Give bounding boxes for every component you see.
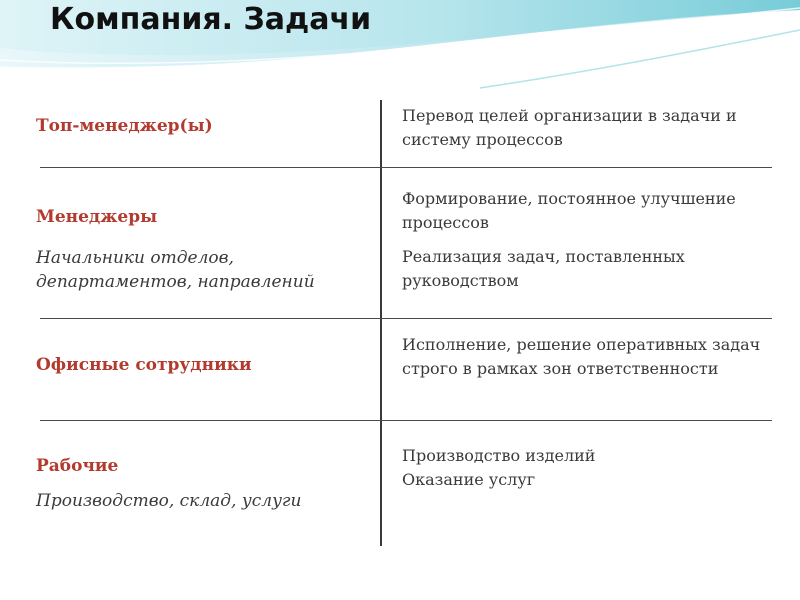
role-top-managers: Топ-менеджер(ы) [36,116,213,136]
task-workers-services: Оказание услуг [402,470,536,489]
subtitle-workers: Производство, склад, услуги [36,491,302,511]
task-managers-improvement: Формирование, постоянное улучшение процессов [402,189,736,232]
task-workers-production: Производство изделий [402,446,596,465]
task-top-managers: Перевод целей организации в задачи и систему процессов [402,106,737,149]
slide-title: Компания. Задачи [50,2,372,37]
role-managers: Менеджеры [36,207,158,227]
role-office-staff: Офисные сотрудники [36,355,252,375]
task-managers-implementation: Реализация задач, поставленных руководством [402,247,685,290]
row-divider [40,167,772,168]
role-workers: Рабочие [36,456,119,476]
row-divider [40,318,772,319]
task-office-staff: Исполнение, решение оперативных задач строго в рамках зон ответственности [402,335,761,378]
row-divider [40,420,772,421]
subtitle-managers: Начальники отделов, департаментов, направлений [36,248,315,292]
